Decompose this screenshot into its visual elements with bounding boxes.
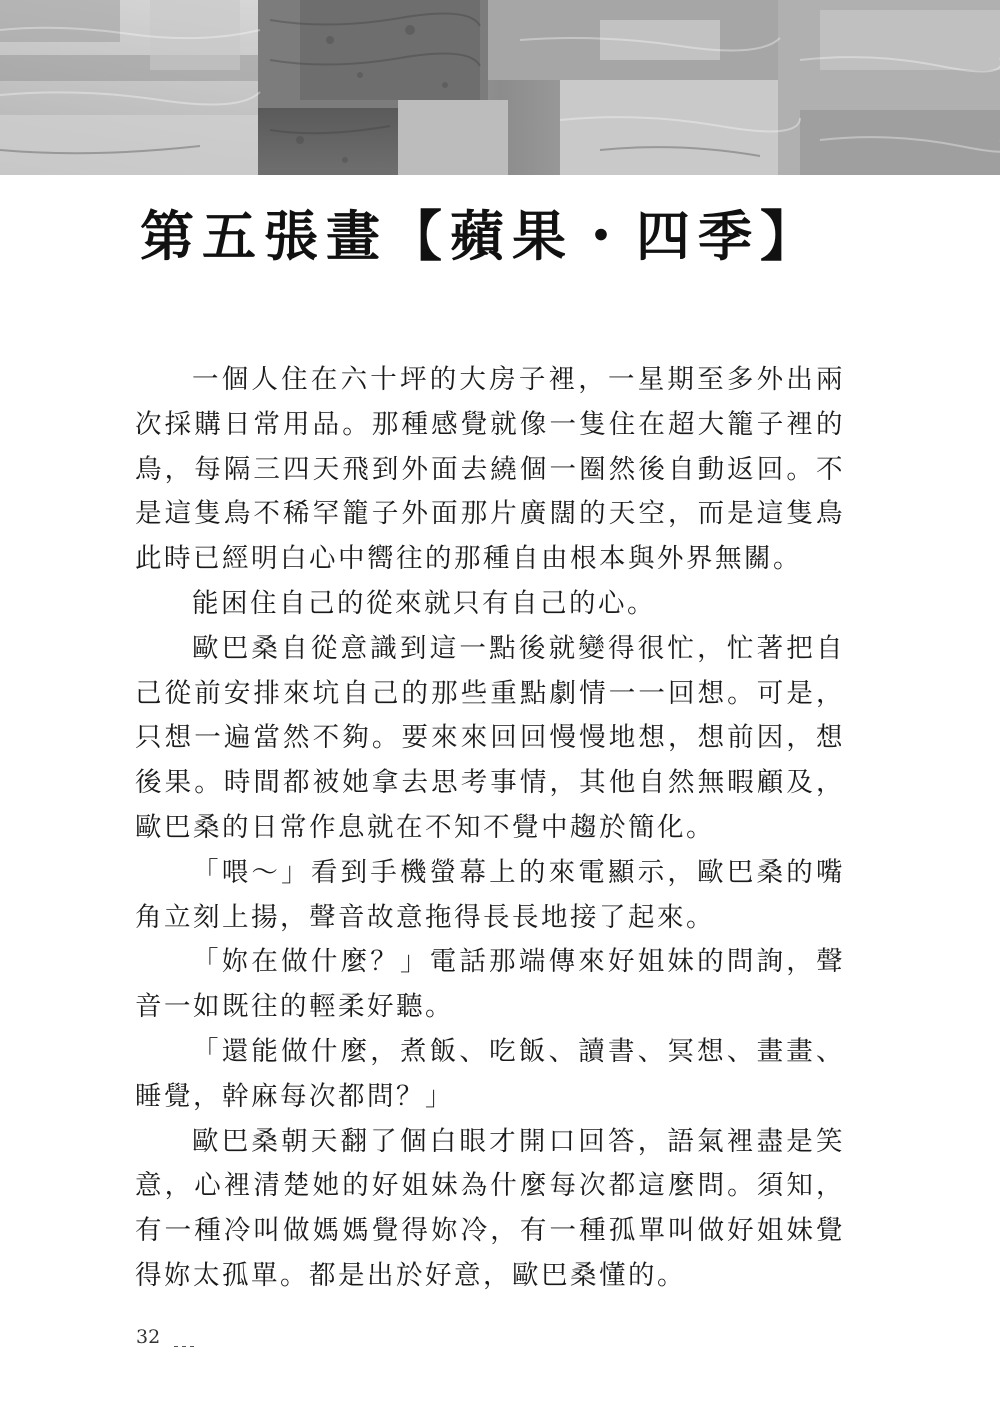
paragraph: 一個人住在六十坪的大房子裡，一星期至多外出兩次採購日常用品。那種感覺就像一隻住在超大籠子裡的鳥，每隔三四天飛到外面去繞個一圈然後自動返回。不是這隻鳥不稀罕籠子外面那片廣闊的天空，而是這隻鳥此時已經明白心中嚮往的那種自由根本與外界無關。 bbox=[135, 364, 845, 575]
page-number: 32 bbox=[136, 1326, 161, 1348]
paragraph: 能困住自己的從來就只有自己的心。 bbox=[192, 587, 656, 619]
painted-texture-graphic bbox=[0, 0, 1000, 175]
paragraph: 歐巴桑朝天翻了個白眼才開口回答，語氣裡盡是笑意，心裡清楚她的好姐妹為什麼每次都這麼問。須知，有一種冷叫做媽媽覺得妳冷，有一種孤單叫做好姐妹覺得妳太孤單。都是出於好意，歐巴桑懂的。 bbox=[135, 1125, 845, 1291]
chapter-body bbox=[135, 358, 845, 1299]
paragraph: 「妳在做什麼？」電話那端傳來好姐妹的問詢，聲音一如既往的輕柔好聽。 bbox=[135, 946, 845, 1023]
chapter-title: 第五張畫【蘋果・四季】 bbox=[140, 204, 822, 268]
paragraph: 「還能做什麼，煮飯、吃飯、讀書、冥想、畫畫、睡覺，幹麻每次都問？」 bbox=[135, 1035, 845, 1112]
paragraph: 歐巴桑自從意識到這一點後就變得很忙，忙著把自己從前安排來坑自己的那些重點劇情一一回想。可是，只想一遍當然不夠。要來來回回慢慢地想，想前因，想後果。時間都被她拿去思考事情，其他自然無暇顧及，歐巴桑的日常作息就在不知不覺中趨於簡化。 bbox=[135, 632, 845, 843]
paragraph: 「喂～」看到手機螢幕上的來電顯示，歐巴桑的嘴角立刻上揚，聲音故意拖得長長地接了起來。 bbox=[135, 856, 845, 933]
header-banner-image bbox=[0, 0, 1000, 175]
footer-ornament bbox=[174, 1346, 194, 1347]
page-footer bbox=[136, 1322, 194, 1352]
